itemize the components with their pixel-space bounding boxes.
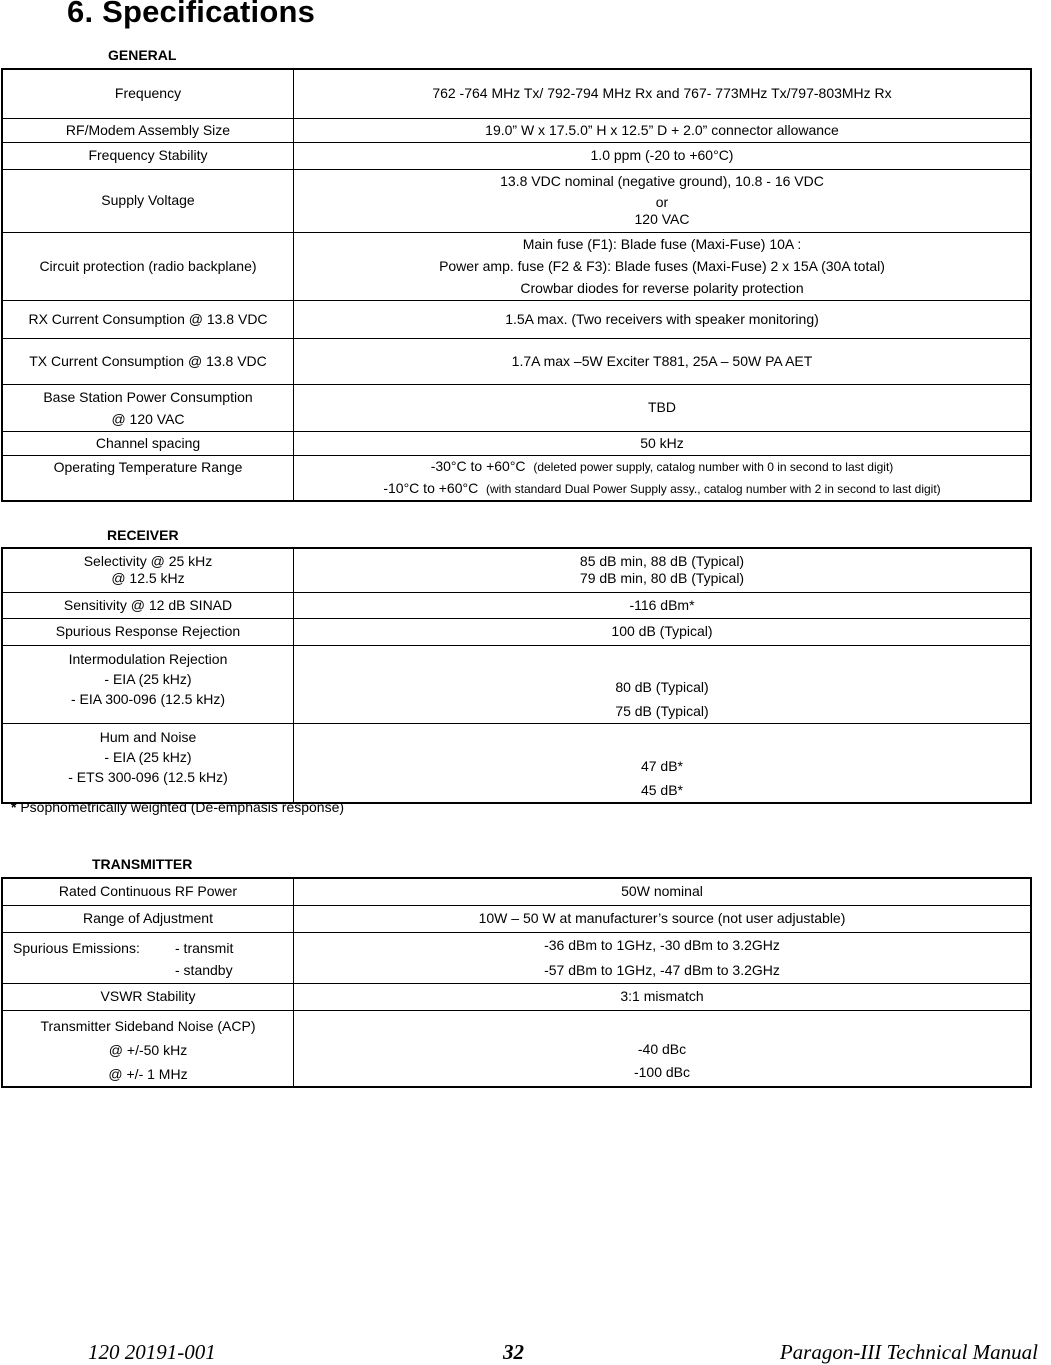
- param-cell: Transmitter Sideband Noise (ACP) @ +/-50 kHz @ +/- 1 MHz: [2, 1010, 294, 1087]
- spec-row-sensitivity: [2, 592, 1031, 618]
- value-cell: 50 kHz: [294, 431, 1032, 455]
- spec-row-frequency-stability: [2, 142, 1031, 169]
- spec-row-selectivity: [2, 548, 1031, 592]
- value-cell: TBD: [294, 384, 1032, 431]
- param-cell: Sensitivity @ 12 dB SINAD: [2, 592, 294, 618]
- param-cell: Frequency: [2, 69, 294, 118]
- value-cell: -40 dBc -100 dBc: [294, 1010, 1032, 1087]
- value-cell: 47 dB* 45 dB*: [294, 723, 1032, 803]
- param-cell: RF/Modem Assembly Size: [2, 118, 294, 142]
- param-cell: Spurious Response Rejection: [2, 618, 294, 645]
- value-cell: 762 -764 MHz Tx/ 792-794 MHz Rx and 767- 773MHz Tx/797-803MHz Rx: [294, 69, 1032, 118]
- value-cell: 50W nominal: [294, 878, 1032, 905]
- param-cell: Channel spacing: [2, 431, 294, 455]
- spec-row-base-station-power: [2, 384, 1031, 431]
- value-cell: 3:1 mismatch: [294, 983, 1032, 1010]
- spurious-standby-label: - standby: [175, 961, 233, 978]
- spec-row-sideband-noise: [2, 1010, 1031, 1087]
- spec-row-vswr-stability: [2, 983, 1031, 1010]
- value-cell: 1.0 ppm (-20 to +60°C): [294, 142, 1032, 169]
- param-cell: Frequency Stability: [2, 142, 294, 169]
- param-cell: VSWR Stability: [2, 983, 294, 1010]
- spec-row-supply-voltage: [2, 169, 1031, 232]
- param-cell: TX Current Consumption @ 13.8 VDC: [2, 338, 294, 384]
- transmitter-spec-table: [1, 877, 1032, 1088]
- value-cell: -116 dBm*: [294, 592, 1032, 618]
- spec-row-spurious-response: [2, 618, 1031, 645]
- spec-row-operating-temperature: [2, 455, 1031, 501]
- spurious-emissions-label: Spurious Emissions:: [13, 939, 140, 956]
- param-cell: Range of Adjustment: [2, 905, 294, 932]
- page-title: 6. Specifications: [67, 0, 316, 29]
- param-cell: Supply Voltage: [2, 169, 294, 232]
- value-cell: 1.5A max. (Two receivers with speaker monitoring): [294, 300, 1032, 338]
- param-cell: Circuit protection (radio backplane): [2, 232, 294, 300]
- value-cell: 10W – 50 W at manufacturer’s source (not user adjustable): [294, 905, 1032, 932]
- spec-row-rated-rf-power: [2, 878, 1031, 905]
- receiver-heading: RECEIVER: [107, 527, 179, 543]
- spec-row-tx-current: [2, 338, 1031, 384]
- spec-row-frequency: [2, 69, 1031, 118]
- general-spec-table: [1, 68, 1032, 502]
- param-cell: Rated Continuous RF Power: [2, 878, 294, 905]
- param-cell: Operating Temperature Range: [2, 455, 294, 501]
- spec-row-channel-spacing: [2, 431, 1031, 455]
- param-cell: Base Station Power Consumption @ 120 VAC: [2, 384, 294, 431]
- footer-page-number: 32: [503, 1340, 524, 1364]
- spec-row-spurious-emissions: [2, 932, 1031, 983]
- value-cell: 85 dB min, 88 dB (Typical) 79 dB min, 80 dB (Typical): [294, 548, 1032, 592]
- temp-note-deleted-ps: (deleted power supply, catalog number with 0 in second to last digit): [533, 459, 894, 474]
- param-cell: Hum and Noise - EIA (25 kHz) - ETS 300-096 (12.5 kHz): [2, 723, 294, 803]
- spec-row-rx-current: [2, 300, 1031, 338]
- receiver-spec-table: [1, 547, 1032, 804]
- temp-range-deleted-ps: -30°C to +60°C: [430, 457, 526, 474]
- param-cell: RX Current Consumption @ 13.8 VDC: [2, 300, 294, 338]
- value-cell: 1.7A max –5W Exciter T881, 25A – 50W PA AET: [294, 338, 1032, 384]
- general-heading: GENERAL: [108, 47, 177, 63]
- param-cell: Intermodulation Rejection - EIA (25 kHz) - EIA 300-096 (12.5 kHz): [2, 645, 294, 723]
- value-cell: -36 dBm to 1GHz, -30 dBm to 3.2GHz -57 dBm to 1GHz, -47 dBm to 3.2GHz: [294, 932, 1032, 983]
- value-cell: 80 dB (Typical) 75 dB (Typical): [294, 645, 1032, 723]
- value-cell: 100 dB (Typical): [294, 618, 1032, 645]
- spec-row-hum-noise: [2, 723, 1031, 803]
- spec-row-assembly-size: [2, 118, 1031, 142]
- spec-row-circuit-protection: [2, 232, 1031, 300]
- value-cell: 19.0” W x 17.5.0” H x 12.5” D + 2.0” connector allowance: [294, 118, 1032, 142]
- temp-note-standard-ps: (with standard Dual Power Supply assy., catalog number with 2 in second to last digit): [485, 481, 941, 496]
- value-cell: Main fuse (F1): Blade fuse (Maxi-Fuse) 10A : Power amp. fuse (F2 & F3): Blade fuses (Maxi-Fuse) 2 x 15A (30A total) Crowbar diodes for reverse polarity protection: [294, 232, 1032, 300]
- value-cell: [294, 455, 1032, 501]
- param-cell: Selectivity @ 25 kHz @ 12.5 kHz: [2, 548, 294, 592]
- temp-range-standard-ps: -10°C to +60°C: [383, 479, 479, 496]
- spec-row-range-adjustment: [2, 905, 1031, 932]
- receiver-footnote: * Psophometrically weighted (De-emphasis response): [11, 799, 345, 815]
- footer-doc-number: 120 20191-001: [88, 1340, 216, 1364]
- footer-manual-title: Paragon-III Technical Manual: [779, 1340, 1038, 1364]
- value-cell: 13.8 VDC nominal (negative ground), 10.8 - 16 VDC or 120 VAC: [294, 169, 1032, 232]
- param-cell: [2, 932, 294, 983]
- spurious-transmit-label: - transmit: [175, 939, 234, 956]
- spec-row-intermodulation: [2, 645, 1031, 723]
- transmitter-heading: TRANSMITTER: [92, 856, 193, 872]
